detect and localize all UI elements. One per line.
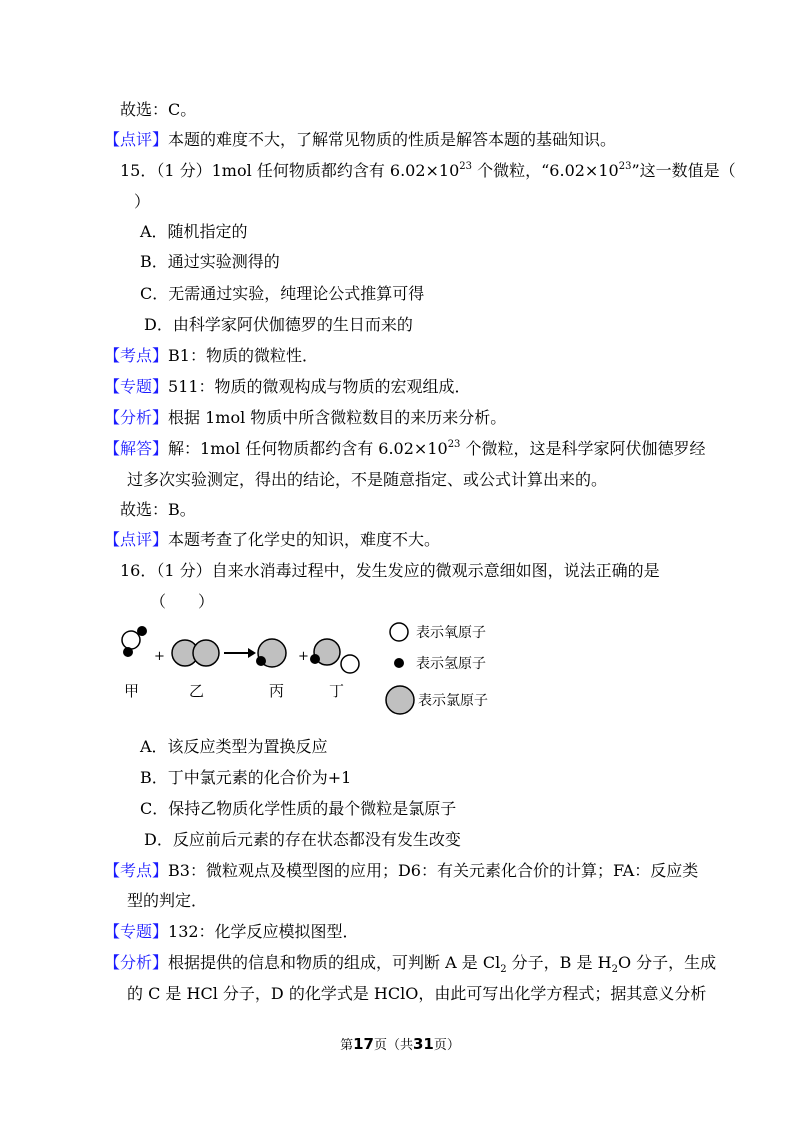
svg-text:表示氢原子: 表示氢原子 <box>416 656 486 672</box>
q16-option-a: A．该反应类型为置换反应 <box>140 737 328 756</box>
page-number: 17 <box>353 1035 374 1053</box>
option-b: B．通过实验测得的 <box>140 252 280 271</box>
q16-option-b: B．丁中氯元素的化合价为+1 <box>140 768 352 787</box>
plus-1: + <box>154 649 165 664</box>
q16-option-d: D．反应前后元素的存在状态都没有发生改变 <box>144 830 461 849</box>
page-footer: 第17页（共31页） <box>340 1035 460 1053</box>
svg-text:表示氯原子: 表示氯原子 <box>418 693 488 709</box>
tag-dianping: 【点评】 <box>104 130 169 149</box>
molecule-ding <box>310 639 359 673</box>
q16-option-c: C．保持乙物质化学性质的最个微粒是氯原子 <box>140 799 457 818</box>
reaction-diagram <box>118 616 508 726</box>
zhuanti-line: 【专题】511：物质的微观构成与物质的宏观组成． <box>104 377 471 396</box>
kaodian-line-2: 【考点】B3：微粒观点及模型图的应用；D6：有关元素化合价的计算；FA：反应类 <box>104 861 699 880</box>
question-16: 16．（1 分）自来水消毒过程中，发生发应的微观示意细如图，说法正确的是 <box>120 561 660 580</box>
molecule-jia <box>122 626 147 657</box>
legend-chlorine <box>386 686 488 714</box>
option-a: A．随机指定的 <box>140 222 248 241</box>
svg-text:表示氧原子: 表示氧原子 <box>416 625 486 641</box>
label-ding: 丁 <box>329 682 345 700</box>
question-15-close: ） <box>134 192 151 211</box>
page-total: 31 <box>413 1035 434 1053</box>
fenxi-line-2b: 的 C 是 HCl 分子，D 的化学式是 HClO，由此可写出化学方程式；据其意义分析 <box>127 984 707 1003</box>
kaodian-line-2b: 型的判定． <box>127 891 208 910</box>
zhuanti-line-2: 【专题】132：化学反应模拟图型． <box>104 922 359 941</box>
fenxi-line: 【分析】根据 1mol 物质中所含微粒数目的来历来分析。 <box>104 408 507 427</box>
label-bing: 丙 <box>269 682 285 700</box>
answer-line-2: 故选：B。 <box>120 500 196 519</box>
question-15: 15．（1 分）1mol 任何物质都约含有 $6.02\times 10^{23}$ 个微粒，“$6.02\times 10^{23}$”这一数值是（ <box>120 160 736 180</box>
fenxi-line-2: 【分析】根据提供的信息和物质的组成，可判断 A 是 $Cl_2$ 分子，B 是 $H_2O$ 分子，生成 <box>104 953 717 976</box>
dianping-line: 【点评】本题考查了化学史的知识，难度不大。 <box>104 530 441 549</box>
option-d: D．由科学家阿伏伽德罗的生日而来的 <box>144 315 413 334</box>
plus-2: + <box>298 649 309 664</box>
label-jia: 甲 <box>124 682 140 700</box>
question-16-paren: （ ） <box>150 592 215 611</box>
jieda-line: 【解答】解：1mol 任何物质都约含有 $6.02\times 10^{23}$ 个微粒，这是科学家阿伏伽德罗经 <box>104 438 706 458</box>
label-yi: 乙 <box>189 682 205 700</box>
option-c: C．无需通过实验，纯理论公式推算可得 <box>140 284 425 303</box>
comment-line: 【点评】本题的难度不大，了解常见物质的性质是解答本题的基础知识。 <box>104 130 617 149</box>
molecule-yi <box>172 640 219 666</box>
legend-hydrogen <box>394 655 486 672</box>
kaodian-line: 【考点】B1：物质的微粒性． <box>104 346 318 365</box>
jieda-line-2: 过多次实验测定，得出的结论，不是随意指定、或公式计算出来的。 <box>127 470 608 489</box>
reaction-arrow <box>224 648 256 658</box>
answer-line: 故选：C。 <box>120 100 197 119</box>
legend-oxygen <box>390 623 486 641</box>
molecule-bing <box>256 639 286 667</box>
